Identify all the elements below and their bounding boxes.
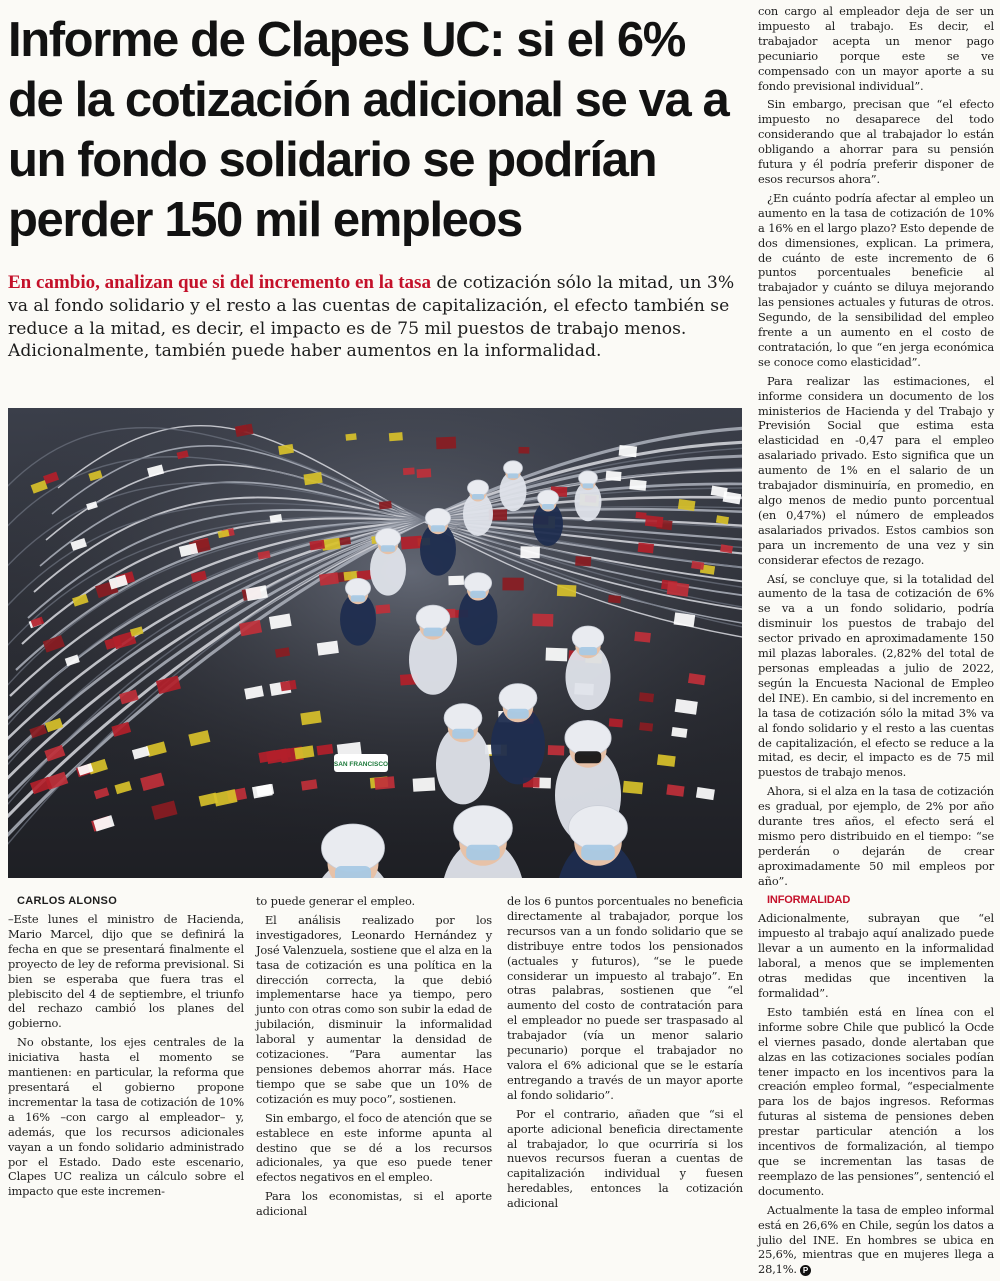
paragraph: con cargo al empleador deja de ser un impuesto al trabajo. Es decir, el trabajador acepta un menor pago pecuniario porque este se ve compensado con un mayor aporte a su fondo previsional individual”.	[758, 4, 994, 93]
paragraph: Para realizar las estimaciones, el informe considera un documento de los ministerios de Hacienda y del Trabajo y Previsión Social que estima esta elasticidad en -0,47 para el empleo asalariado privado. Esto significa que un aumento de 1% en el salario de un trabajador disminuiría, en promedio, en algo menos de medio punto porcentual (en 0,47%) el número de empleados asalariados privados. Estos cambios son para un incremento de una vez y sin considerar efectos de rezago.	[758, 373, 994, 567]
hairnet	[375, 528, 400, 547]
hairnet	[499, 684, 537, 713]
paragraph: Por el contrario, añaden que “si el aporte adicional beneficia directamente al trabajador, lo que ocurriría si los nuevos recursos fueran a cuentas de capitalización individual y fuesen heredables, entonces la cotización adicional	[507, 1106, 743, 1211]
byline: CARLOS ALONSO	[17, 895, 118, 907]
body-column-3	[507, 894, 743, 1215]
paragraph-final-text: Actualmente la tasa de empleo informal está en 26,6% en Chile, según los datos a julio del INE. En hombres se ubica en 25,6%, mientras que en mujeres llega a 28,1%.	[758, 1202, 994, 1277]
fruit-box	[635, 512, 646, 519]
face-mask	[470, 591, 486, 598]
body-column-1	[8, 894, 244, 1203]
fruit-box	[345, 433, 356, 441]
fruit-box	[634, 632, 651, 643]
hairnet	[565, 720, 611, 755]
fruit-box	[629, 479, 646, 490]
lead-paragraph	[8, 272, 746, 363]
fruit-box	[609, 718, 623, 727]
lead-text: de cotización sólo la mitad, un 3% va al fondo solidario y el resto a las cuentas de capitalización, el efecto también se reduce a la mitad, es decir, el impacto es de 75 mil puestos de trabajo menos. Adicionalmente, también puede haber aumentos en la informalidad.	[8, 273, 735, 362]
fruit-box	[379, 501, 392, 509]
fruit-box	[657, 754, 676, 767]
body-column-4	[758, 4, 994, 1281]
logo-sign	[334, 754, 388, 772]
paragraph: Así, se concluye que, si la totalidad del aumento de la tasa de cotización de 6% se va a un fondo solidario, podría disminuir los puestos de trabajo del sector privado en aproximadamente 150 mil plazas laborales. (2,82% del total de personas empleadas a julio de 2022, según la Encuesta Nacional de Empleo del INE). En cambio, si del incremento en la tasa de cotización sólo la mitad 3% va al fondo solidario y el resto a las cuentas de capitalización, el efecto se reduce a la mitad, es decir, el impacto es de 75 mil puestos de trabajo menos.	[758, 571, 994, 780]
fruit-box	[518, 447, 529, 454]
face-mask	[472, 494, 484, 500]
hairnet	[454, 806, 513, 851]
face-mask	[579, 647, 597, 655]
fruit-box	[376, 604, 391, 614]
lead-highlight: En cambio, analizan que si del incremento en la tasa	[8, 272, 431, 293]
paragraph: El análisis realizado por los investigadores, Leonardo Hernández y José Valenzuela, sostiene que el alza en la tasa de cotización es una política en la dirección correcta, la que debió implementarse hace ya tiempo, pero junto con otras como son subir la edad de jubilación, disminuir la informalidad laboral y aumentar la densidad de cotizaciones. “Para aumentar las pensiones debemos ahorrar más. Hace tiempo que se sabe que un 10% de cotización es muy poco”, sostienen.	[256, 912, 492, 1106]
hairnet	[569, 806, 628, 851]
fruit-box	[436, 437, 456, 450]
paragraph: de los 6 puntos porcentuales no beneficia directamente al trabajador, porque los recursos van a un fondo solidario que se distribuye entre todos los pensionados (actuales y futuros), “se le puede considerar un impuesto al trabajo”. En otras palabras, sostienen que “el aumento del costo de contratación para el empleador no puede ser traspasado al trabajador (vía un menor salario pecunario) porque el trabajador no valora el 6% adicional que se le estaría entregando a través de un mayor aporte al fondo solidario”.	[507, 894, 743, 1102]
logo-text: SAN FRANCISCO	[333, 761, 389, 768]
fruit-box	[666, 784, 684, 796]
face-mask	[583, 483, 594, 488]
fruit-box	[546, 648, 568, 662]
hairnet	[572, 626, 604, 650]
hairnet	[322, 824, 385, 872]
fruit-box	[623, 781, 643, 794]
face-mask	[381, 545, 395, 552]
hairnet	[538, 490, 559, 506]
paragraph: Esto también está en línea con el informe sobre Chile que publicó la Ocde el viernes pasado, donde alertaban que alzas en las cotizaciones sociales podían tener impacto en los incentivos para la creación empleo formal, “especialmente para los de bajos ingresos. Reformas futuras al sistema de pensiones deben prestar particular atención a los incentivos de formalización, al tiempo que se incrementan las tasas de reemplazo de las pensiones”, sentenció el documento.	[758, 1004, 994, 1198]
hairnet	[416, 605, 450, 631]
fruit-box	[667, 582, 690, 597]
paragraph: Sin embargo, precisan que “el efecto impuesto no desaparece del todo considerando que al trabajador lo están obligando a ahorrar para su pensión futura y él podría preferir disponer de esos recursos ahora”.	[758, 97, 994, 186]
paragraph: ¿En cuánto podría afectar al empleo un aumento en la tasa de cotización de 10% a 16% en el largo plazo? Esto depende de dos dimensiones, explican. La primera, de cuánto de este incremento de 6 puntos porcentuales beneficie al trabajador y cuánto se diluya mejorando las pensiones actuales y futuras de otros. Segundo, de la sensibilidad del empleo frente a un aumento en el costo de contratación, lo que “en jerga económica se conoce como elasticidad”.	[758, 190, 994, 369]
fruit-box	[417, 469, 432, 478]
paragraph: to puede generar el empleo.	[256, 894, 415, 908]
hairnet	[345, 578, 370, 597]
fruit-box	[389, 432, 403, 441]
fruit-box	[606, 471, 622, 481]
fruit-box	[557, 585, 577, 597]
face-mask	[335, 866, 371, 878]
paragraph: Adicionalmente, subrayan que “el impuesto al trabajo aquí analizado puede llevar a un aumento en la informalidad laboral, a menos que se implementen otras medidas que incentiven la formalidad”.	[758, 911, 994, 1000]
factory-photo	[8, 408, 742, 878]
subhead-informalidad: INFORMALIDAD	[767, 893, 851, 906]
fruit-box	[403, 468, 415, 476]
fruit-box	[374, 776, 395, 790]
fruit-box	[575, 556, 591, 566]
paragraph: No obstante, los ejes centrales de la iniciativa hasta el momento se mantienen: en particular, la reforma que presentará el gobierno propone incrementar la tasa de cotización de 10% a 16% –con cargo al empleador– y, además, que los recursos adicionales vayan a un fondo solidario administrado por el Estado. Dado este escenario, Clapes UC realiza un cálculo sobre el impacto que este incremen-	[8, 1035, 244, 1199]
paragraph: Para los economistas, si el aporte adicional	[256, 1189, 492, 1219]
face-mask	[452, 729, 474, 739]
fruit-box	[639, 722, 653, 731]
face-mask	[431, 525, 445, 532]
hairnet	[579, 471, 598, 485]
fruit-box	[619, 445, 638, 457]
fruit-box	[502, 578, 523, 591]
hairnet	[464, 573, 491, 594]
face-mask	[542, 504, 554, 510]
fruit-box	[448, 576, 464, 586]
face-mask	[581, 845, 615, 860]
face-mask	[507, 709, 529, 719]
end-mark-icon: P	[800, 1265, 811, 1276]
paragraph: –Este lunes el ministro de Hacienda, Mario Marcel, dijo que se definirá la fecha en que se presentará finalmente el proyecto de ley de reforma previsional. Si bien se esperaba que fuera tras el plebiscito del 4 de septiembre, el triunfo del rechazo cambió los planes del gobierno.	[8, 912, 244, 1031]
fruit-box	[638, 543, 654, 554]
factory-photo-illustration	[8, 408, 742, 878]
headline: Informe de Clapes UC: si el 6% de la cotización adicional se va a un fondo solidario se podrían perder 150 mil empleos	[8, 13, 729, 247]
hairnet	[425, 508, 450, 527]
fruit-box	[401, 536, 422, 550]
paragraph-final	[758, 1203, 994, 1278]
fruit-box	[639, 692, 654, 702]
fruit-box	[548, 745, 565, 755]
face-mask	[351, 595, 365, 602]
paragraph: Sin embargo, el foco de atención que se establece en este informe apunta al destino que se dé a los recursos adicionales, ya que eso puede tener efectos negativos en el empleo.	[256, 1110, 492, 1185]
hairnet	[468, 480, 489, 496]
hairnet	[504, 461, 523, 475]
fruit-box	[520, 546, 540, 558]
fruit-box	[338, 537, 351, 546]
face-mask	[575, 751, 601, 763]
fruit-box	[532, 614, 553, 627]
fruit-box	[413, 777, 436, 791]
paragraph: Ahora, si el alza en la tasa de cotización es gradual, por ejemplo, de 2% por año durante tres años, el efecto será el mismo pero distribuido en el tiempo: “se perderán o dejarán de crear aproximadamente 50 mil empleos por año”.	[758, 784, 994, 888]
fruit-box	[608, 595, 621, 603]
body-column-2	[256, 894, 492, 1223]
hairnet	[444, 704, 482, 733]
fruit-box	[645, 515, 663, 527]
face-mask	[423, 628, 442, 637]
face-mask	[466, 845, 500, 860]
face-mask	[508, 473, 519, 478]
